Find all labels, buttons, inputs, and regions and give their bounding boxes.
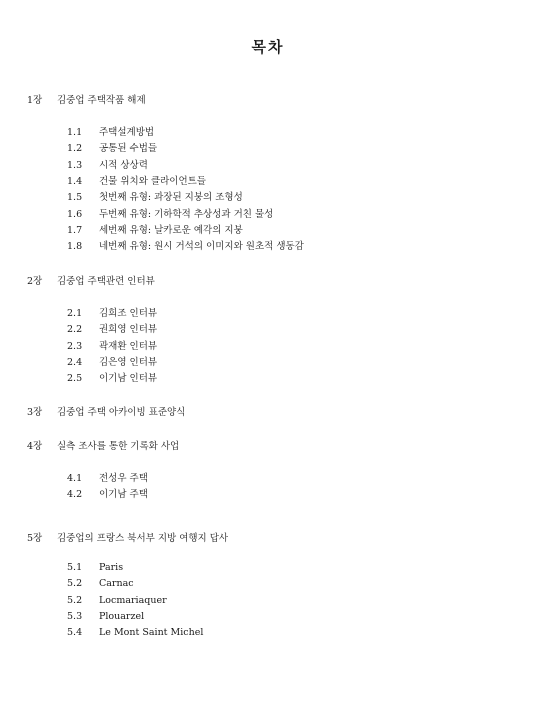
item-number: 2.3	[67, 340, 83, 352]
item-title: 이기남 주택	[99, 489, 148, 501]
item-title: 세번째 유형: 날카로운 예각의 지붕	[99, 224, 243, 236]
item-title: 첫번째 유형: 과장된 지붕의 조형성	[99, 192, 243, 204]
toc-item	[67, 562, 123, 573]
toc-chapter	[27, 92, 146, 106]
item-number: 1.8	[67, 241, 83, 253]
item-number: 4.1	[67, 473, 83, 484]
item-number: 1.6	[67, 208, 83, 220]
item-title: 김희조 인터뷰	[99, 308, 158, 319]
item-title: 권희영 인터뷰	[99, 324, 158, 336]
toc-item	[67, 627, 203, 638]
item-number: 1.1	[67, 127, 83, 138]
toc-item	[67, 222, 243, 236]
item-title: 전성우 주택	[99, 473, 148, 484]
toc-item	[67, 173, 206, 187]
item-number: 5.4	[67, 627, 83, 639]
item-title: 두번째 유형: 기하학적 추상성과 거친 물성	[99, 208, 274, 220]
chapter-title: 김중업의 프랑스 북서부 지방 여행지 답사	[57, 533, 229, 544]
toc-chapter	[27, 438, 179, 452]
toc-item	[67, 595, 167, 606]
toc-item	[67, 321, 157, 335]
item-number: 2.4	[67, 356, 83, 368]
toc-item	[67, 305, 157, 319]
item-title: 주택설계방법	[99, 127, 155, 138]
toc-item	[67, 486, 148, 500]
chapter-title: 김중업 주택 아카이빙 표준양식	[57, 407, 186, 418]
item-title: 김은영 인터뷰	[99, 356, 158, 368]
chapter-number: 5장	[27, 533, 43, 544]
chapter-title: 김중업 주택작품 해제	[57, 95, 146, 106]
toc-chapter	[27, 273, 155, 287]
item-title: Le Mont Saint Michel	[99, 627, 204, 639]
toc-item	[67, 470, 148, 484]
item-title: Locmariaquer	[99, 594, 167, 606]
toc-chapter	[27, 404, 185, 418]
toc-item	[67, 578, 134, 589]
toc-item	[67, 124, 154, 138]
item-number: 1.4	[67, 175, 83, 187]
item-number: 5.2	[67, 578, 83, 590]
item-title: 이기남 인터뷰	[99, 373, 158, 385]
item-title: 시적 상상력	[99, 159, 148, 171]
item-number: 5.2	[67, 594, 83, 606]
item-title: 곽재환 인터뷰	[99, 340, 158, 352]
toc-item	[67, 189, 243, 203]
item-title: Plouarzel	[99, 610, 145, 622]
chapter-number: 3장	[27, 407, 43, 418]
toc-item	[67, 206, 273, 220]
chapter-number: 4장	[27, 441, 43, 452]
item-number: 1.5	[67, 192, 83, 204]
page-title: 목차	[251, 38, 285, 56]
chapter-number: 2장	[27, 276, 43, 287]
item-number: 1.7	[67, 224, 83, 236]
item-title: Carnac	[99, 578, 134, 590]
item-number: 1.3	[67, 159, 83, 171]
chapter-number: 1장	[27, 95, 43, 106]
item-number: 5.3	[67, 610, 83, 622]
item-title: 건물 위치와 클라이언트들	[99, 175, 206, 187]
item-title: Paris	[99, 562, 124, 573]
item-number: 2.1	[67, 308, 83, 319]
item-title: 공통된 수법들	[99, 143, 158, 155]
toc-chapter	[27, 530, 228, 544]
item-number: 5.1	[67, 562, 83, 573]
toc-item	[67, 157, 148, 171]
chapter-title: 실측 조사를 통한 기록화 사업	[57, 441, 180, 452]
item-title: 네번째 유형: 원시 거석의 이미지와 원초적 생동감	[99, 241, 304, 253]
toc-item	[67, 238, 304, 252]
item-number: 2.5	[67, 373, 83, 385]
item-number: 1.2	[67, 143, 83, 155]
toc-item	[67, 370, 157, 384]
toc-item	[67, 338, 157, 352]
chapter-title: 김중업 주택관련 인터뷰	[57, 276, 155, 287]
toc-item	[67, 354, 157, 368]
toc-item	[67, 140, 157, 154]
item-number: 2.2	[67, 324, 83, 336]
item-number: 4.2	[67, 489, 83, 501]
toc-item	[67, 611, 144, 622]
